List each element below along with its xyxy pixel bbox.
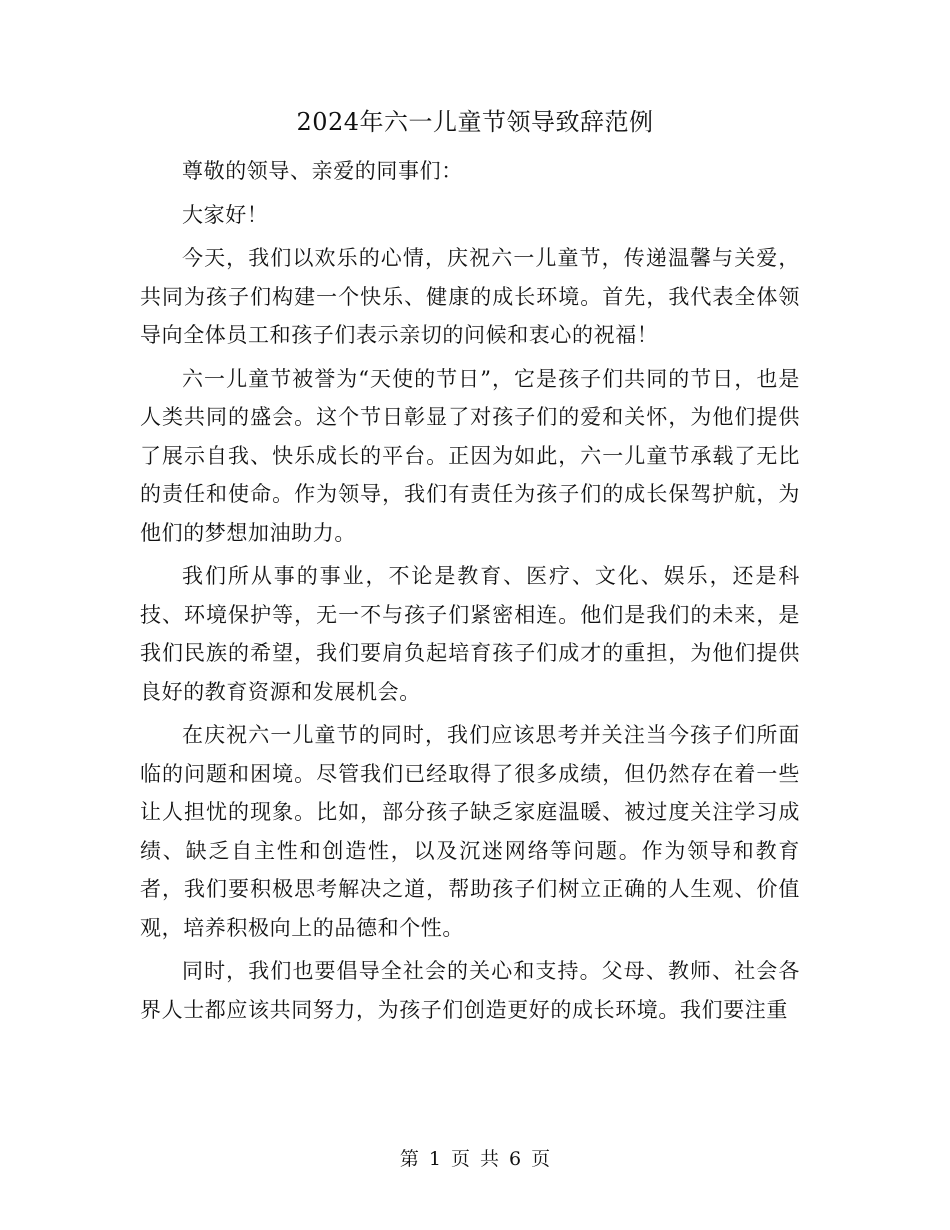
body-paragraph: 同时，我们也要倡导全社会的关心和支持。父母、教师、社会各界人士都应该共同努力，为孩子们创造更好的成长环境。我们要注重 <box>140 959 800 1022</box>
body-paragraph: 我们所从事的事业，不论是教育、医疗、文化、娱乐，还是科技、环境保护等，无一不与孩子们紧密相连。他们是我们的未来，是我们民族的希望，我们要肩负起培育孩子们成才的重担，为他们提供良好的教育资源和发展机会。 <box>140 564 800 704</box>
document-body <box>140 152 800 1029</box>
salutation-paragraph: 尊敬的领导、亲爱的同事们： <box>182 159 463 183</box>
body-paragraph: 今天，我们以欢乐的心情，庆祝六一儿童节，传递温馨与关爱，共同为孩子们构建一个快乐、健康的成长环境。首先，我代表全体领导向全体员工和孩子们表示亲切的问候和衷心的祝福！ <box>140 246 800 347</box>
greeting-paragraph: 大家好！ <box>182 202 269 227</box>
body-paragraph: 六一儿童节被誉为“天使的节日”，它是孩子们共同的节日，也是人类共同的盛会。这个节日彰显了对孩子们的爱和关怀，为他们提供了展示自我、快乐成长的平台。正因为如此，六一儿童节承载了无比的责任和使命。作为领导，我们有责任为孩子们的成长保驾护航，为他们的梦想加油助力。 <box>140 366 800 545</box>
page-number-footer: 第 1 页 共 6 页 <box>399 1148 551 1170</box>
document-title: 2024年六一儿童节领导致辞范例 <box>296 108 654 136</box>
body-paragraph: 在庆祝六一儿童节的同时，我们应该思考并关注当今孩子们所面临的问题和困境。尽管我们已经取得了很多成绩，但仍然存在着一些让人担忧的现象。比如，部分孩子缺乏家庭温暖、被过度关注学习成绩、缺乏自主性和创造性，以及沉迷网络等问题。作为领导和教育者，我们要积极思考解决之道，帮助孩子们树立正确的人生观、价值观，培养积极向上的品德和个性。 <box>140 723 800 940</box>
